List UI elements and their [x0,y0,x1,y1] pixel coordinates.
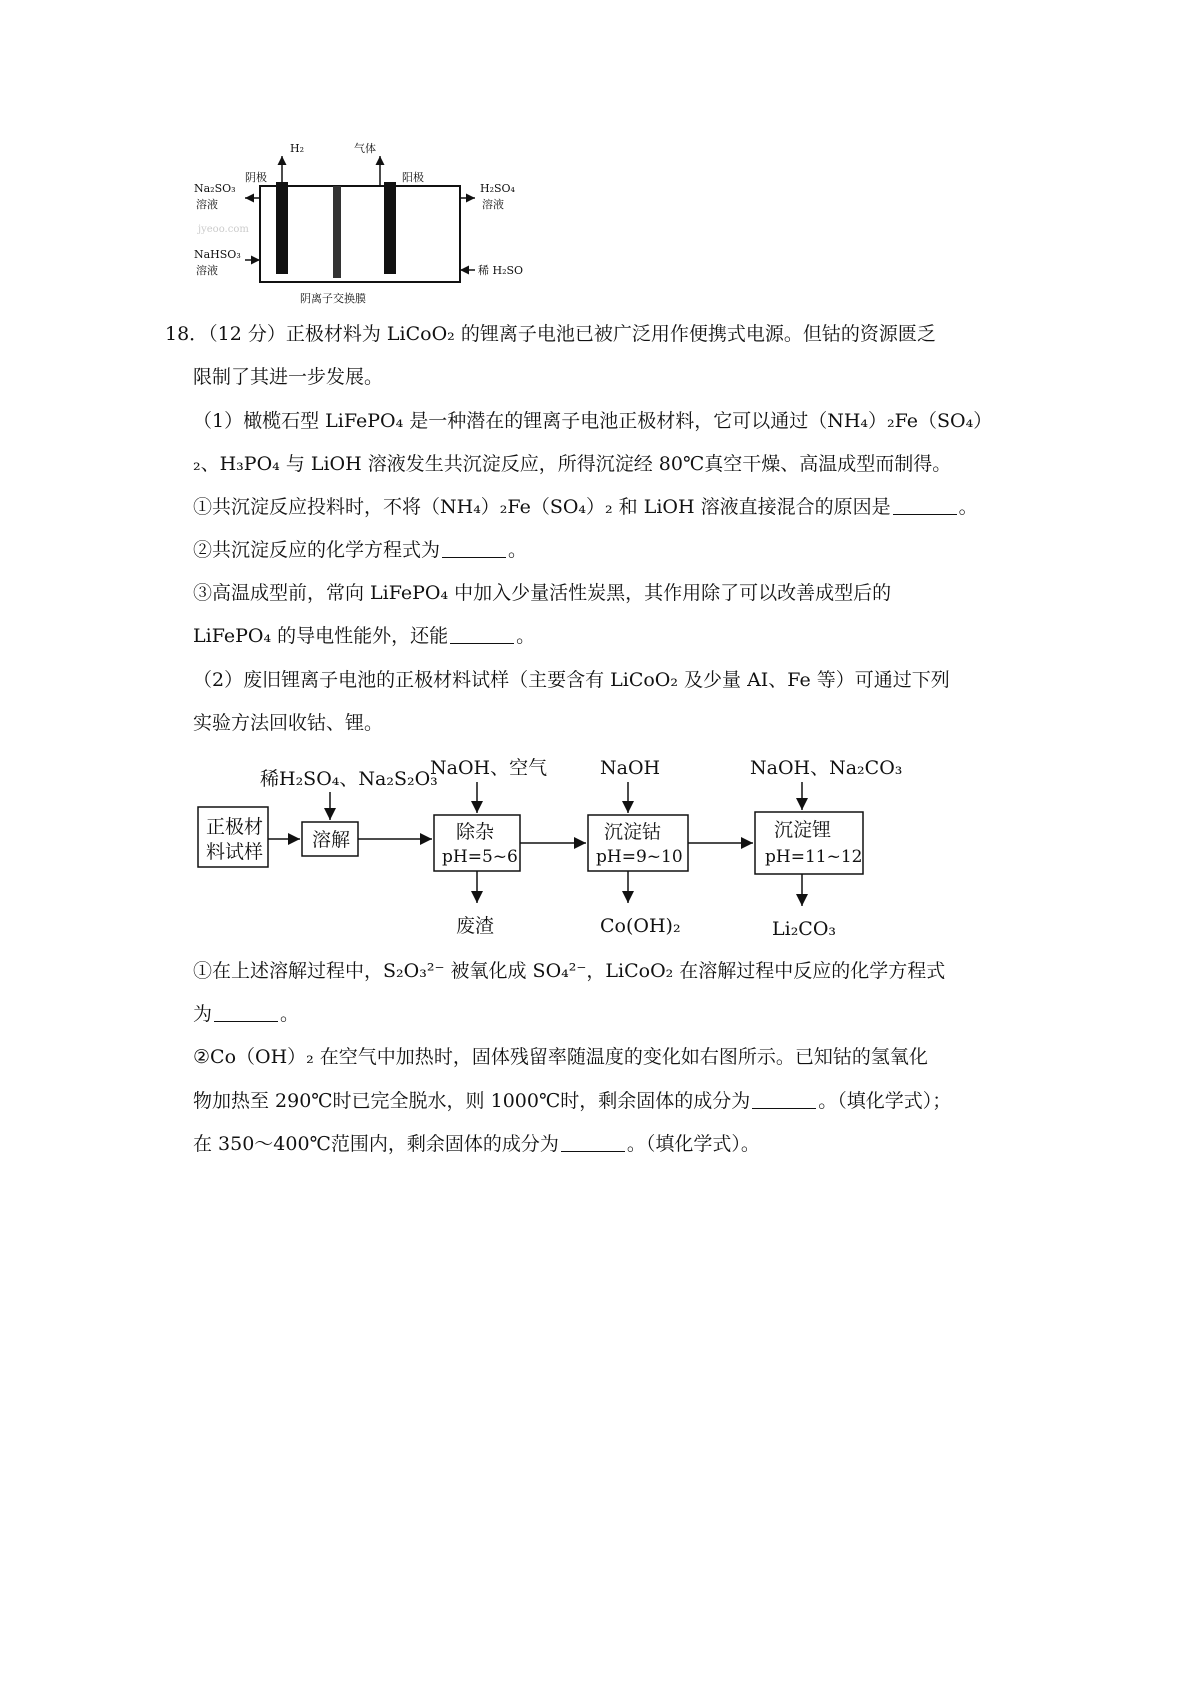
sub-t2-line-2 [193,1088,951,1114]
label-left-in-1: NaHSO₃ [194,248,241,261]
sub-t1-line-2 [193,1001,299,1027]
box-impurity-label: 除杂 [456,821,495,843]
sub-t1-text: 为 [193,1003,213,1025]
sub-t1-line-1: ①在上述溶解过程中，S₂O₃²⁻ 被氧化成 SO₄²⁻，LiCoO₂ 在溶解过程中反应的化学方程式 [193,960,946,982]
box-sample-label-1: 正极材 [206,816,264,838]
sub-t2-end: 。（填化学式）； [818,1090,952,1112]
label-cathode: 阴极 [245,171,267,184]
recovery-flow-chart [190,750,910,945]
answer-blank-1[interactable] [893,496,957,515]
label-right-out-1: H₂SO₄ [480,182,515,195]
cell-container [260,186,460,282]
reagent-dissolve: 稀H₂SO₄、Na₂S₂O₃ [260,768,438,790]
box-sample-label-2: 料试样 [206,841,264,863]
label-gas: 气体 [354,142,376,155]
sub1-end: 。 [958,496,978,518]
reagent-impurity: NaOH、空气 [430,757,548,779]
sub-t3-line [193,1131,760,1157]
sub-t2-line-1: ②Co（OH）₂ 在空气中加热时，固体残留率随温度的变化如右图所示。已知钴的氢氧化 [193,1046,928,1068]
watermark: jyeoo.com [198,224,249,235]
sub2-text: ②共沉淀反应的化学方程式为 [193,539,441,561]
sub2-line [193,537,527,563]
label-right-out-2: 溶液 [482,198,504,211]
sub-t3-text: 在 350～400℃范围内，剩余固体的成分为 [193,1133,559,1155]
sub-t3-end: 。（填化学式）。 [626,1133,760,1155]
sub1-text: ①共沉淀反应投料时，不将（NH₄）₂Fe（SO₄）₂ 和 LiOH 溶液直接混合的原因是 [193,496,891,518]
answer-blank-6[interactable] [561,1133,625,1152]
label-left-in-2: 溶液 [196,264,218,277]
sub3-end: 。 [516,625,536,647]
box-impurity-ph: pH=5~6 [442,847,518,867]
anode-electrode [384,182,396,274]
electrolysis-cell-diagram [190,136,530,312]
label-left-out-1: Na₂SO₃ [194,182,236,195]
label-left-out-2: 溶液 [196,198,218,211]
cathode-electrode [276,182,288,274]
sub3-line-2 [193,623,535,649]
box-lithium-label: 沉淀锂 [774,819,832,841]
q18-line-2: 限制了其进一步发展。 [193,366,384,388]
reagent-cobalt: NaOH [600,757,661,779]
reagent-lithium: NaOH、Na₂CO₃ [750,757,903,779]
label-h2: H₂ [290,142,305,155]
box-cobalt-label: 沉淀钴 [604,821,662,843]
output-impurity: 废渣 [456,915,495,937]
answer-blank-5[interactable] [752,1090,816,1109]
label-anode: 阳极 [402,171,424,184]
answer-blank-2[interactable] [442,539,506,558]
box-lithium-ph: pH=11~12 [765,847,863,867]
sub3-text: LiFePO₄ 的导电性能外，还能 [193,625,449,647]
sub3-line-1: ③高温成型前，常向 LiFePO₄ 中加入少量活性炭黑，其作用除了可以改善成型后的 [193,582,892,604]
box-dissolve-label: 溶解 [312,829,351,851]
sub1-line [193,494,978,520]
sub-t1-end: 。 [280,1003,300,1025]
answer-blank-3[interactable] [450,625,514,644]
label-right-in: 稀 H₂SO [478,264,524,277]
sub2-end: 。 [508,539,528,561]
label-membrane: 阴离子交换膜 [300,292,366,305]
box-cobalt-ph: pH=9~10 [596,847,683,867]
membrane [333,186,341,278]
q18-line-1: 18．（12 分）正极材料为 LiCoO₂ 的锂离子电池已被广泛用作便携式电源。但钴的资源匮乏 [165,323,936,345]
answer-blank-4[interactable] [214,1003,278,1022]
part2-line-1: （2）废旧锂离子电池的正极材料试样（主要含有 LiCoO₂ 及少量 AI、Fe 等）可通过下列 [193,669,950,691]
output-cobalt: Co(OH)₂ [600,915,681,937]
part2-line-2: 实验方法回收钴、锂。 [193,712,384,734]
part1-line-2: ₂、H₃PO₄ 与 LiOH 溶液发生共沉淀反应，所得沉淀经 80℃真空干燥、高温成型而制得。 [193,453,952,475]
part1-line-1: （1）橄榄石型 LiFePO₄ 是一种潜在的锂离子电池正极材料，它可以通过（NH₄）₂Fe（SO₄） [193,410,993,432]
sub-t2-text: 物加热至 290℃时已完全脱水，则 1000℃时，剩余固体的成分为 [193,1090,751,1112]
output-lithium: Li₂CO₃ [772,918,837,940]
